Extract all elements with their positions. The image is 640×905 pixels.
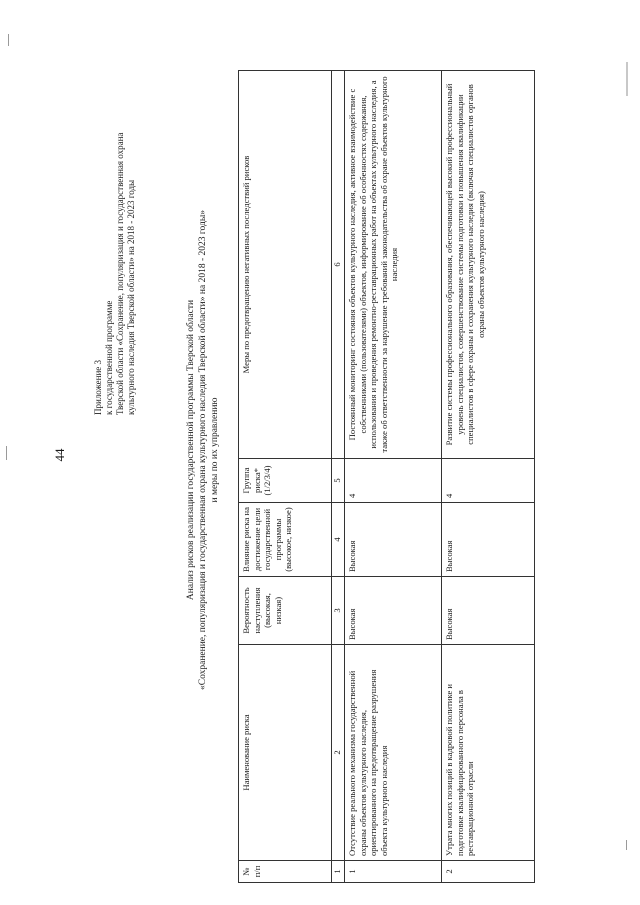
row-num: 1	[345, 861, 442, 883]
appendix-line: Приложение 3	[93, 359, 103, 415]
title-line: Анализ рисков реализации государственной программы Тверской области	[186, 299, 196, 601]
column-number-row	[332, 71, 345, 883]
header-measures: Меры по предотвращению негативных последствий рисков	[239, 71, 332, 459]
column-number: 3	[332, 577, 345, 645]
header-group: Группа риска* (1/2/3/4)	[239, 459, 332, 503]
header-risk-name: Наименование риска	[239, 645, 332, 861]
appendix-line: Тверской области «Сохранение, популяризация и государственная охрана	[115, 132, 125, 415]
page-number: 44	[52, 448, 67, 462]
appendix-line: к государственной программе	[104, 300, 114, 415]
title-line: и меры по их управлению	[210, 397, 220, 503]
header-probability: Вероятность наступления (высокая, низкая)	[239, 577, 332, 645]
column-number: 1	[332, 861, 345, 883]
risk-name: Утрата многих позиций в кадровой политике и подготовке квалифицированного персонала в реставрационной отрасли	[442, 645, 535, 861]
header-impact: Влияние риска на достижение цели государственной программы (высокое, низкое)	[239, 503, 332, 577]
document-title	[185, 200, 221, 700]
column-number: 5	[332, 459, 345, 503]
appendix-line: культурного наследия Тверской области» на 2018 - 2023 годы	[126, 179, 136, 415]
appendix-header	[93, 15, 137, 415]
header-num: № п/п	[239, 861, 332, 883]
risk-group: 4	[345, 459, 442, 503]
column-number: 2	[332, 645, 345, 861]
risk-impact: Высокая	[442, 503, 535, 577]
title-line: «Сохранение, популяризация и государственная охрана культурного наследия Тверской области» на 2018 - 2023 годы»	[198, 210, 208, 690]
risk-measures: Развитие системы профессионального образования, обеспечивающей высокий профессиональный уровень специалистов, совершенствование системы подготовки и повышения квалификации специалистов в сфере охраны и сохранения культурного наследия (включая специалистов органов охраны объектов культурного наследия)	[442, 71, 535, 459]
column-number: 6	[332, 71, 345, 459]
risk-table	[238, 70, 535, 883]
risk-probability: Высокая	[442, 577, 535, 645]
risk-group: 4	[442, 459, 535, 503]
risk-impact: Высокая	[345, 503, 442, 577]
risk-name: Отсутствие реального механизма государственной охраны объектов культурного наследия, ориентированного на предотвращение разрушения объекта культурного наследия	[345, 645, 442, 861]
column-number: 4	[332, 503, 345, 577]
risk-measures: Постоянный мониторинг состояния объектов культурного наследия, активное взаимодействие с собственниками (пользователями) объектов, информирование об особенностях содержания, использования и проведения ремонтно-реставрационных работ на объектах культурного наследия, а также об ответственности за нарушение требований законодательства об охране объектов культурного наследия	[345, 71, 442, 459]
row-num: 2	[442, 861, 535, 883]
table-row	[345, 71, 442, 883]
risk-probability: Высокая	[345, 577, 442, 645]
table-header-row	[239, 71, 332, 883]
table-row	[442, 71, 535, 883]
